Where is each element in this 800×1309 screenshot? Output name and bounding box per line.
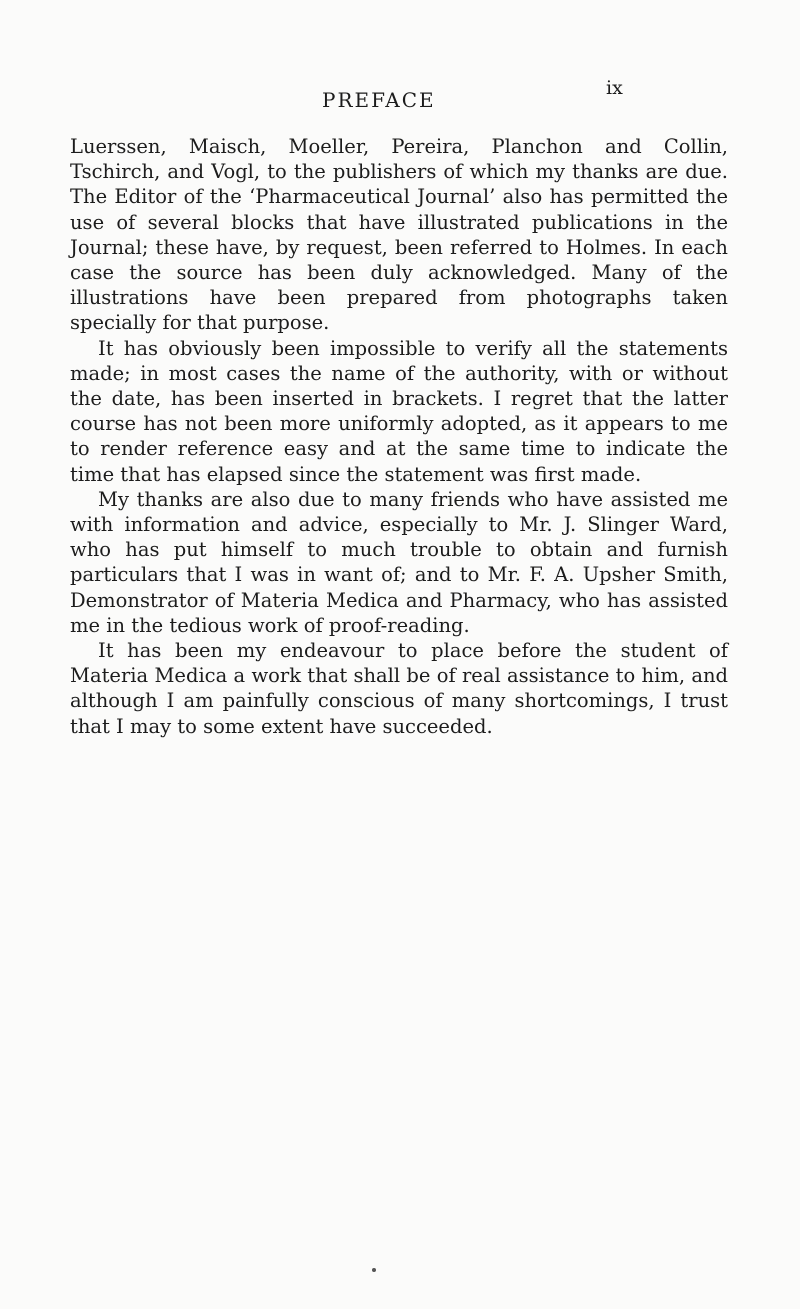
ink-speck [372,1268,376,1272]
running-header [0,77,800,118]
paragraph-endeavour: It has been my endeavour to place before the student of Materia Medica a work that shall be of real assistance to him, and although I am painfully conscious of many shortcomings, I trust that I may to some extent have succeeded. [70,639,728,738]
paragraph-acknowledgements: Luerssen, Maisch, Moeller, Pereira, Planchon and Collin, Tschirch, and Vogl, to the publishers of which my thanks are due. The Editor of the ‘Pharmaceutical Journal’ also has permitted the use of several blocks that have illustrated publications in the Journal; these have, by request, been referred to Holmes. In each case the source has been duly acknowledged. Many of the illustrations have been prepared from photographs taken specially for that purpose. [70,135,728,335]
page-title: PREFACE [322,88,436,112]
preface-body [70,134,728,739]
paragraph-verification: It has obviously been impossible to verify all the statements made; in most cases the name of the authority, with or without the date, has been inserted in brackets. I regret that the latter course has not been more uniformly adopted, as it appears to me to render reference easy and at the same time to indicate the time that has elapsed since the statement was first made. [70,336,728,486]
paragraph-thanks: My thanks are also due to many friends who have assisted me with information and advice, especially to Mr. J. Slinger Ward, who has put himself to much trouble to obtain and furnish particulars that I was in want of; and to Mr. F. A. Upsher Smith, Demonstrator of Materia Medica and Pharmacy, who has assisted me in the tedious work of proof-reading. [70,487,728,637]
page-number: ix [606,77,623,99]
